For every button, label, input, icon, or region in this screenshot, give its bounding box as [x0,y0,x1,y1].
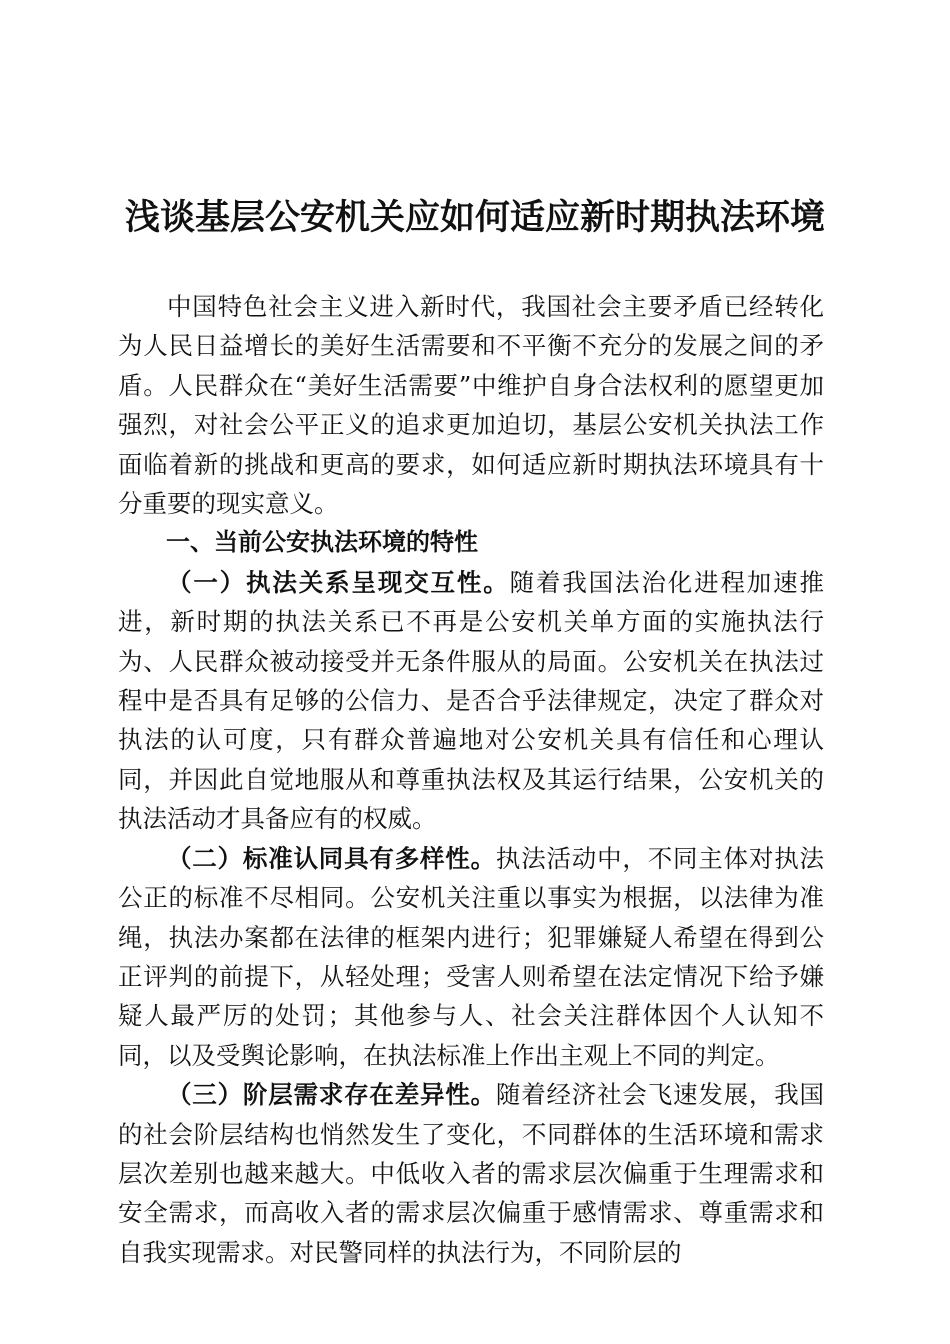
document-title: 浅谈基层公安机关应如何适应新时期执法环境 [124,197,825,238]
paragraph-text-3: 随着经济社会飞速发展，我国的社会阶层结构也悄然发生了变化，不同群体的生活环境和需求层次差别也越来越大。中低收入者的需求层次偏重于生理需求和安全需求，而高收入者的需求层次偏重于感情需求、尊重需求和自我实现需求。对民警同样的执法行为，不同阶层的 [118,1080,825,1267]
document-body [118,287,824,1272]
intro-paragraph: 中国特色社会主义进入新时代，我国社会主要矛盾已经转化为人民日益增长的美好生活需要和不平衡不充分的发展之间的矛盾。人民群众在“美好生活需要”中维护自身合法权利的愿望更加强烈，对社会公平正义的追求更加迫切，基层公安机关执法工作面临着新的挑战和更高的要求，如何适应新时期执法环境具有十分重要的现实意义。 [118,292,824,519]
subheading-1: （一）执法关系呈现交互性。 [167,567,510,597]
subheading-3: （三）阶层需求存在差异性。 [167,1080,496,1110]
paragraph-item-3 [118,1075,824,1272]
paragraph-text-1: 随着我国法治化进程加速推进，新时期的执法关系已不再是公安机关单方面的实施执法行为、人民群众被动接受并无条件服从的局面。公安机关在执法过程中是否具有足够的公信力、是否合乎法律规定，决定了群众对执法的认可度，只有群众普遍地对公安机关具有信任和心理认同，并因此自觉地服从和尊重执法权及其运行结果，公安机关的执法活动才具备应有的权威。 [118,567,825,834]
subheading-2: （二）标准认同具有多样性。 [167,843,496,873]
paragraph-text-2: 执法活动中，不同主体对执法公正的标准不尽相同。公安机关注重以事实为根据，以法律为准绳，执法办案都在法律的框架内进行；犯罪嫌疑人希望在得到公正评判的前提下，从轻处理；受害人则希望在法定情况下给予嫌疑人最严厉的处罚；其他参与人、社会关注群体因个人认知不同，以及受舆论影响，在执法标准上作出主观上不同的判定。 [118,843,825,1070]
paragraph-item-2 [118,839,824,1075]
paragraph-item-1 [118,563,824,839]
section-heading: 一、当前公安执法环境的特性 [166,528,478,557]
